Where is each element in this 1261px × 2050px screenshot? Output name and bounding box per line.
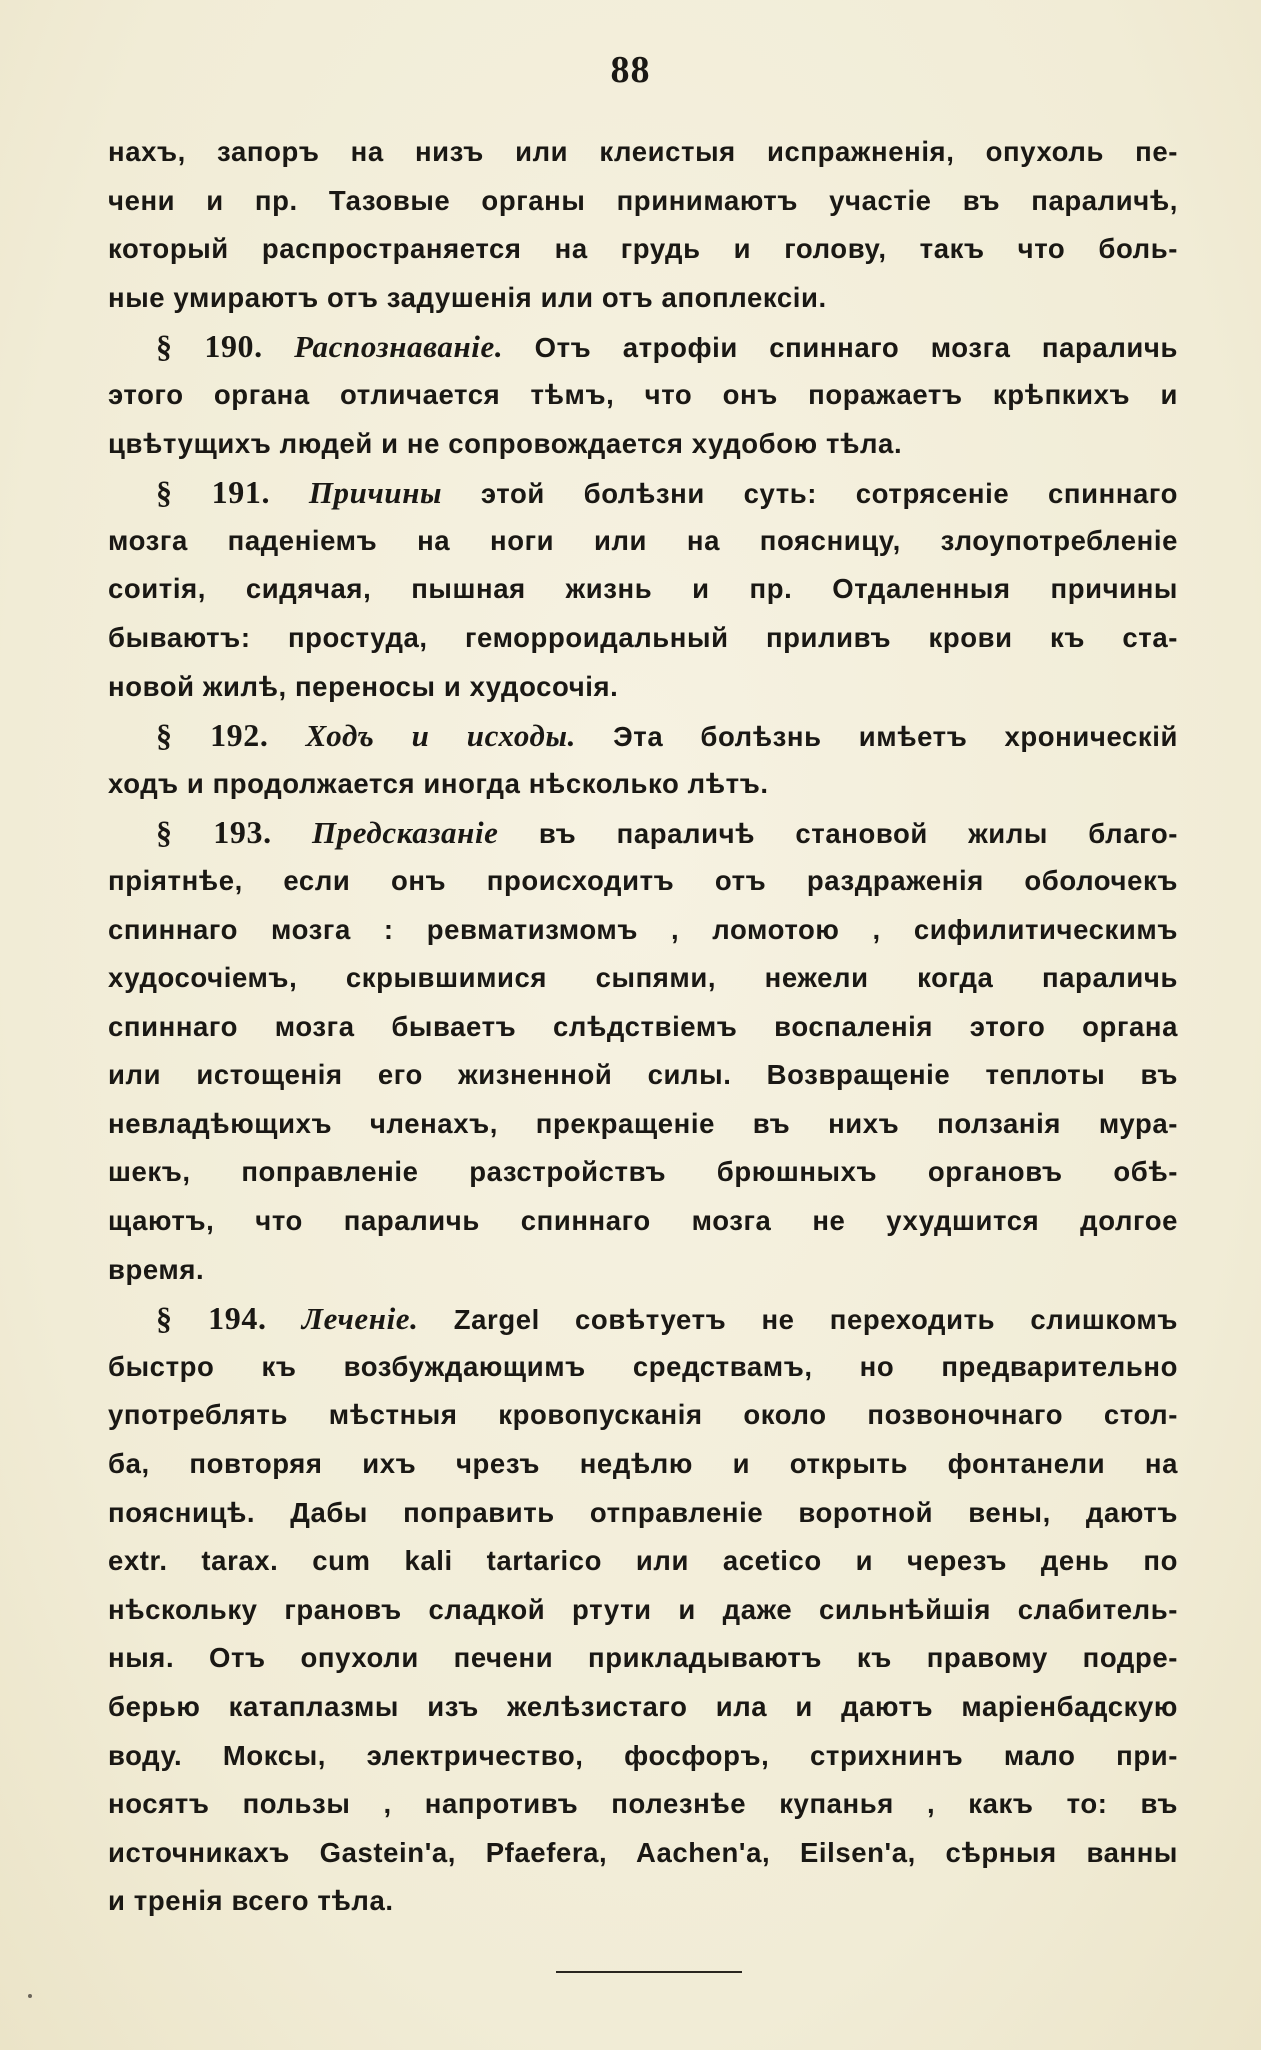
section-title: Распознаваніе. <box>294 329 504 365</box>
section-190-heading-line <box>108 322 1178 371</box>
section-text: Отъ атрофіи спиннаго мозга параличь <box>534 332 1178 364</box>
paper-speck <box>28 1994 32 1998</box>
text-line: носятъ пользы , напротивъ полезнѣе купанья , какъ то: въ <box>108 1788 1178 1820</box>
section-number: § 191. <box>156 474 271 511</box>
text-line: невладѣющихъ членахъ, прекращеніе въ нихъ ползанія мура- <box>108 1107 1178 1139</box>
text-line: нахъ, запоръ на низъ или клеистыя испражненія, опухоль пе- <box>108 136 1178 167</box>
text-line: пріятнѣе, если онъ происходитъ отъ раздраженія оболочекъ <box>108 864 1178 896</box>
text-line: спиннаго мозга бываетъ слѣдствіемъ воспаленія этого органа <box>108 1010 1178 1042</box>
text-line: новой жилѣ, переносы и худосочія. <box>108 670 619 702</box>
section-number: § 192. <box>156 717 269 754</box>
text-line: берью катаплазмы изъ желѣзистаго ила и даютъ маріенбадскую <box>108 1691 1178 1722</box>
text-line: поясницѣ. Дабы поправить отправленіе воротной вены, даютъ <box>108 1496 1178 1528</box>
text-line: щаютъ, что параличь спиннаго мозга не ухудшится долгое <box>108 1205 1178 1237</box>
text-line: ба, повторяя ихъ чрезъ недѣлю и открыть фонтанели на <box>108 1448 1178 1480</box>
text-line: чени и пр. Тазовые органы принимаютъ участіе въ параличѣ, <box>108 184 1178 216</box>
section-number: § 190. <box>156 328 263 365</box>
section-title: Предсказаніе <box>311 815 499 851</box>
text-line: соитія, сидячая, пышная жизнь и пр. Отдаленныя причины <box>108 573 1178 605</box>
text-line: источникахъ Gastein'a, Pfaefera, Aachen'a, Eilsen'a, сѣрныя ванны <box>108 1836 1178 1868</box>
section-title: Ходъ и исходы. <box>305 718 576 754</box>
section-text: Эта болѣзнь имѣетъ хроническій <box>613 721 1178 753</box>
text-line: время. <box>108 1253 205 1285</box>
body-text <box>108 128 1178 1926</box>
text-line: спиннаго мозга : ревматизмомъ , ломотою , сифилитическимъ <box>108 913 1178 945</box>
page-number: 88 <box>610 49 651 91</box>
text-line: худосочіемъ, скрывшимися сыпями, нежели когда параличь <box>108 962 1178 994</box>
section-number: § 194. <box>156 1300 267 1337</box>
text-line: употреблять мѣстныя кровопусканія около позвоночнаго стол- <box>108 1399 1178 1431</box>
text-line: цвѣтущихъ людей и не сопровождается худобою тѣла. <box>108 427 903 459</box>
section-text: этой болѣзни суть: сотрясеніе спиннаго <box>480 478 1178 510</box>
text-line: шекъ, поправленіе разстройствъ брюшныхъ органовъ обѣ- <box>108 1156 1178 1188</box>
text-line: ные умираютъ отъ задушенія или отъ апоплексіи. <box>108 281 827 313</box>
section-194-heading-line <box>108 1294 1178 1343</box>
text-line: воду. Моксы, электричество, фосфоръ, стрихнинъ мало при- <box>108 1739 1178 1771</box>
text-line: или истощенія его жизненной силы. Возвращеніе теплоты въ <box>108 1059 1178 1091</box>
section-title: Причины <box>308 475 443 511</box>
end-rule <box>556 1971 742 1973</box>
text-line: ныя. Отъ опухоли печени прикладываютъ къ правому подре- <box>108 1642 1178 1674</box>
text-line: бываютъ: простуда, геморроидальный приливъ крови къ ста- <box>108 621 1178 653</box>
section-text: Zargel совѣтуетъ не переходить слишкомъ <box>453 1304 1178 1336</box>
text-line: этого органа отличается тѣмъ, что онъ поражаетъ крѣпкихъ и <box>108 378 1178 410</box>
section-text: въ параличѣ становой жилы благо- <box>538 818 1178 850</box>
text-line: быстро къ возбуждающимъ средствамъ, но предварительно <box>108 1350 1178 1382</box>
section-number: § 193. <box>156 814 272 851</box>
text-line: ходъ и продолжается иногда нѣсколько лѣтъ. <box>108 767 769 799</box>
section-193-heading-line <box>108 808 1178 857</box>
section-191-heading-line <box>108 468 1178 517</box>
text-line: нѣскольку грановъ сладкой ртути и даже сильнѣйшія слабитель- <box>108 1593 1178 1625</box>
text-line: который распространяется на грудь и голову, такъ что боль- <box>108 233 1178 265</box>
text-line: мозга паденіемъ на ноги или на поясницу, злоупотребленіе <box>108 524 1178 556</box>
text-line: и тренія всего тѣла. <box>108 1885 394 1917</box>
text-line: extr. tarax. cum kali tartarico или acetico и черезъ день по <box>108 1545 1178 1577</box>
section-title: Леченіе. <box>301 1301 419 1337</box>
section-192-heading-line <box>108 711 1178 760</box>
